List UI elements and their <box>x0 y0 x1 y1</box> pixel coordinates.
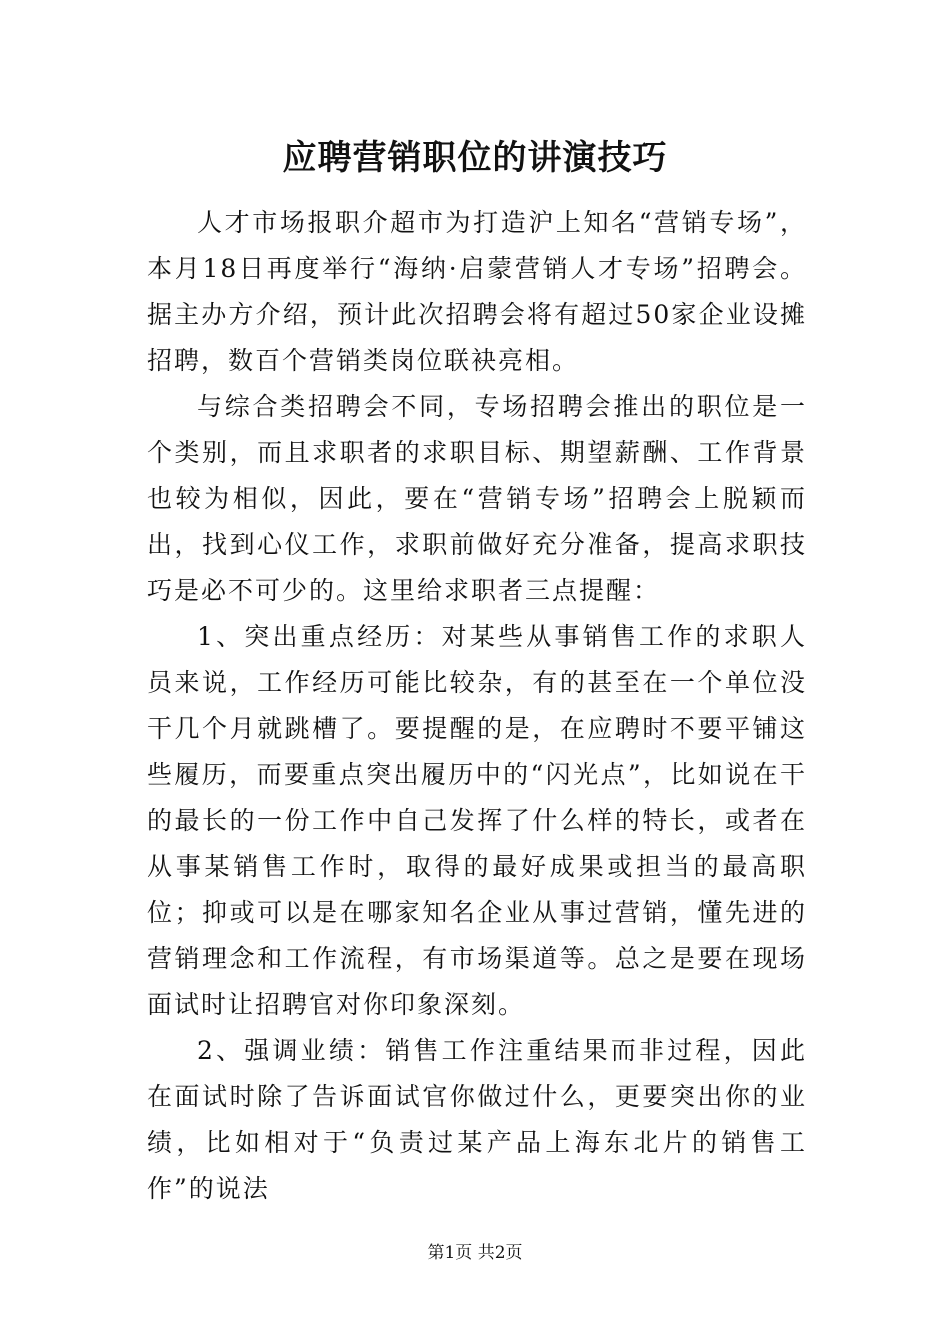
page-footer: 第1页 共2页 <box>427 1243 523 1263</box>
paragraph-comparison: 与综合类招聘会不同，专场招聘会推出的职位是一个类别，而且求职者的求职目标、期望薪酬、工作背景也较为相似，因此，要在“营销专场”招聘会上脱颖而出，找到心仪工作，求职前做好充分准备，提高求职技巧是必不可少的。这里给求职者三点提醒： <box>147 392 807 605</box>
paragraph-tip-2: 2、强调业绩：销售工作注重结果而非过程，因此在面试时除了告诉面试官你做过什么，更要突出你的业绩，比如相对于“负责过某产品上海东北片的销售工作”的说法 <box>147 1036 807 1203</box>
paragraph-intro: 人才市场报职介超市为打造沪上知名“营销专场”，本月18日再度举行“海纳·启蒙营销人才专场”招聘会。据主办方介绍，预计此次招聘会将有超过50家企业设摊招聘，数百个营销类岗位联袂亮相。 <box>147 208 807 375</box>
paragraph-tip-1: 1、突出重点经历：对某些从事销售工作的求职人员来说，工作经历可能比较杂，有的甚至在一个单位没干几个月就跳槽了。要提醒的是，在应聘时不要平铺这些履历，而要重点突出履历中的“闪光点”，比如说在干的最长的一份工作中自己发挥了什么样的特长，或者在从事某销售工作时，取得的最好成果或担当的最高职位；抑或可以是在哪家知名企业从事过营销，懂先进的营销理念和工作流程，有市场渠道等。总之是要在现场面试时让招聘官对你印象深刻。 <box>147 622 807 1019</box>
document-body <box>147 200 807 1212</box>
page-title: 应聘营销职位的讲演技巧 <box>282 138 668 178</box>
